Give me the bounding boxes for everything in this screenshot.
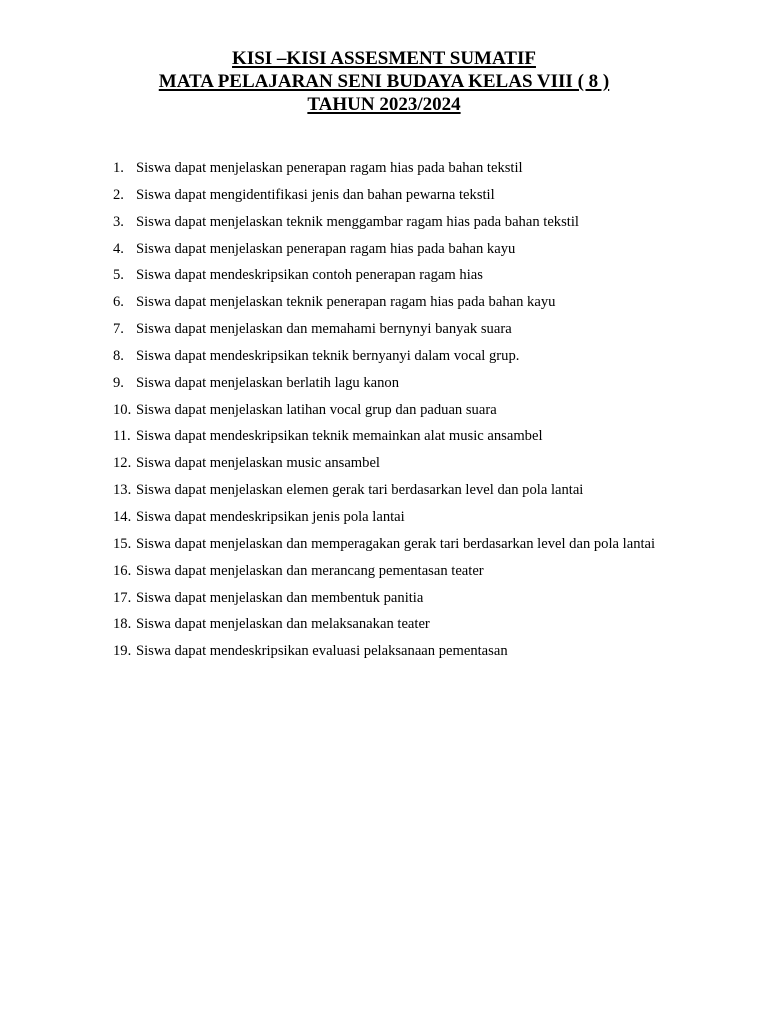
list-item (0, 450, 768, 477)
title-line-1: KISI –KISI ASSESMENT SUMATIF (232, 48, 536, 69)
list-item-text: Siswa dapat mengidentifikasi jenis dan bahan pewarna tekstil (136, 186, 495, 203)
list-item-text: Siswa dapat mendeskripsikan teknik memainkan alat music ansambel (136, 428, 543, 445)
list-item (0, 477, 768, 504)
list-item (0, 289, 768, 316)
list-item-text: Siswa dapat menjelaskan dan membentuk panitia (136, 589, 424, 606)
list-item-text: Siswa dapat menjelaskan teknik menggambar ragam hias pada bahan tekstil (136, 213, 579, 230)
list-item-number: 15. (113, 535, 132, 552)
list-item (0, 370, 768, 397)
list-item-text: Siswa dapat menjelaskan dan melaksanakan teater (136, 616, 430, 633)
list-item (0, 209, 768, 236)
list-item-number: 17. (113, 589, 132, 606)
list-item-number: 12. (113, 455, 132, 472)
list-item (0, 343, 768, 370)
list-item-text: Siswa dapat mendeskripsikan jenis pola lantai (136, 508, 405, 525)
list-item-number: 10. (113, 401, 132, 418)
list-item-text: Siswa dapat menjelaskan penerapan ragam hias pada bahan tekstil (136, 160, 523, 176)
list-item-number: 6. (113, 294, 124, 311)
list-item-text: Siswa dapat menjelaskan berlatih lagu kanon (136, 374, 400, 391)
list-item (0, 531, 768, 558)
list-item-number: 3. (113, 213, 124, 230)
list-item (0, 423, 768, 450)
list-item (0, 262, 768, 289)
list-item-number: 5. (113, 267, 124, 284)
list-item-text: Siswa dapat menjelaskan dan memperagakan gerak tari berdasarkan level dan pola lantai (136, 535, 656, 552)
document-heading (0, 47, 768, 116)
list-item-number: 4. (113, 240, 124, 257)
list-item-text: Siswa dapat menjelaskan elemen gerak tari berdasarkan level dan pola lantai (136, 482, 584, 499)
list-item-text: Siswa dapat menjelaskan music ansambel (136, 455, 380, 472)
list-item (0, 182, 768, 209)
list-item-text: Siswa dapat mendeskripsikan contoh penerapan ragam hias (136, 267, 483, 284)
list-item (0, 397, 768, 424)
title-line-2: MATA PELAJARAN SENI BUDAYA KELAS VIII ( 8 ) (158, 71, 610, 92)
list-item-number: 11. (113, 428, 131, 445)
list-item (0, 585, 768, 612)
list-item (0, 504, 768, 531)
list-item-number: 14. (113, 508, 132, 525)
list-item (0, 236, 768, 263)
list-item (0, 155, 768, 182)
list-item-number: 1. (113, 160, 124, 176)
list-item-text: Siswa dapat mendeskripsikan evaluasi pelaksanaan pementasan (136, 643, 508, 660)
list-item (0, 316, 768, 343)
list-item-text: Siswa dapat menjelaskan dan memahami bernynyi banyak suara (136, 321, 512, 338)
list-item-number: 19. (113, 643, 132, 660)
list-item (0, 558, 768, 585)
list-item (0, 638, 768, 665)
list-item-number: 8. (113, 347, 124, 364)
title-line-3: TAHUN 2023/2024 (307, 94, 461, 115)
list-item-number: 7. (113, 321, 124, 338)
list-item-number: 2. (113, 186, 124, 203)
list-item-text: Siswa dapat menjelaskan dan merancang pementasan teater (136, 562, 484, 579)
list-item-text: Siswa dapat mendeskripsikan teknik bernyanyi dalam vocal grup. (136, 347, 520, 364)
numbered-list (0, 155, 768, 665)
list-item-number: 16. (113, 562, 132, 579)
list-item-number: 9. (113, 374, 124, 391)
list-item-text: Siswa dapat menjelaskan latihan vocal grup dan paduan suara (136, 401, 497, 418)
list-item-number: 18. (113, 616, 132, 633)
list-item (0, 611, 768, 638)
list-item-text: Siswa dapat menjelaskan teknik penerapan ragam hias pada bahan kayu (136, 294, 556, 311)
list-item-text: Siswa dapat menjelaskan penerapan ragam hias pada bahan kayu (136, 240, 516, 257)
list-item-number: 13. (113, 482, 132, 499)
